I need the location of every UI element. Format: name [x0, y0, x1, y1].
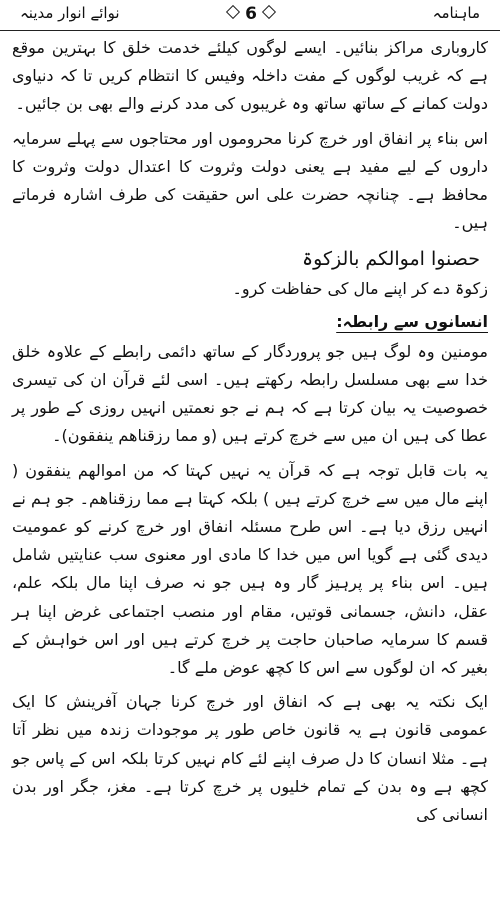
section-heading: انسانوں سے رابطہ: — [336, 311, 488, 331]
page-number: 6 — [232, 2, 270, 26]
magazine-name: نوائے انوار مدینہ — [20, 4, 120, 22]
paragraph-1: کاروباری مراکز بنائیں۔ ایسے لوگوں کیلئے خدمت خلق کا بہترین موقع ہے کہ غریب لوگوں کے مفت داخلہ وفیس کا انتظام کریں تا کہ دنیاوی دولت کمانے کے ساتھ ساتھ وہ غریبوں کی مدد کرنے والے بھی بن جائیں۔ — [12, 38, 488, 114]
quote-translation: زکوۃ دے کر اپنے مال کی حفاظت کرو۔ — [232, 279, 488, 299]
paragraph-4: یہ بات قابل توجہ ہے کہ قرآن یہ نہیں کہتا کہ من اموالھم ینفقون ( اپنے مال میں سے خرچ کرتے ہیں ) بلکہ کہتا ہے مما رزقناھم۔ جو ہم نے انہیں رزق دیا ہے۔ اس طرح مسئلہ انفاق اور خرچ کرنے کو عمومیت دیدی گئی ہے گویا اس میں خدا کا مادی اور معنوی سب عنایتیں شامل ہیں۔ اس بناء پر پرہیز گار وہ ہیں جو نہ صرف اپنا مال بلکہ علم، عقل، دانش، جسمانی قوتیں، مقام اور منصب اجتماعی غرض اپنا ہر قسم کا سرمایہ صاحبان حاجت پر خرچ کرتے ہیں اور اس خواہش کے بغیر کہ ان لوگوں سے اس کا کچھ عوض ملے گا۔ — [12, 460, 489, 678]
article-body — [12, 34, 488, 835]
paragraph-2: اس بناء پر انفاق اور خرچ کرنا محروموں اور محتاجوں سے پہلے سرمایہ داروں کے لیے مفید ہے یعنی دولت وثروت کا اعتدال دولت وثروت کا محافظ ہے۔ چنانچہ حضرت علی اس حقیقت کی طرف اشارہ فرماتے ہیں۔ — [12, 128, 488, 233]
arabic-quote: حصنوا اموالکم بالزکوۃ — [302, 248, 480, 271]
paragraph-5: ایک نکتہ یہ بھی ہے کہ انفاق اور خرچ کرنا جہان آفرینش کا ایک عمومی قانون ہے یہ قانون خاص طور پر موجودات زندہ میں نظر آتا ہے۔ مثلا انسان کا دل صرف اپنے لئے کام نہیں کرتا بلکہ اس کے پاس جو کچھ ہے وہ بدن کے تمام خلیوں پر خرچ کرتا ہے۔ مغز، جگر اور بدن انسانی کی — [12, 692, 488, 825]
page-header — [0, 0, 500, 31]
paragraph-3: مومنین وہ لوگ ہیں جو پروردگار کے ساتھ دائمی رابطے کے علاوہ خلق خدا سے بھی مسلسل رابطہ رکھتے ہیں۔ اسی لئے قرآن ان کی تیسری خصوصیت یہ بیان کرتا ہے کہ ہم نے جو نعمتیں انہیں روزی کے طور پر عطا کی ہیں ان میں سے خرچ کرتے ہیں (و مما رزقناھم ینفقون)۔ — [12, 341, 488, 446]
monthly-label: ماہنامہ — [432, 4, 480, 22]
